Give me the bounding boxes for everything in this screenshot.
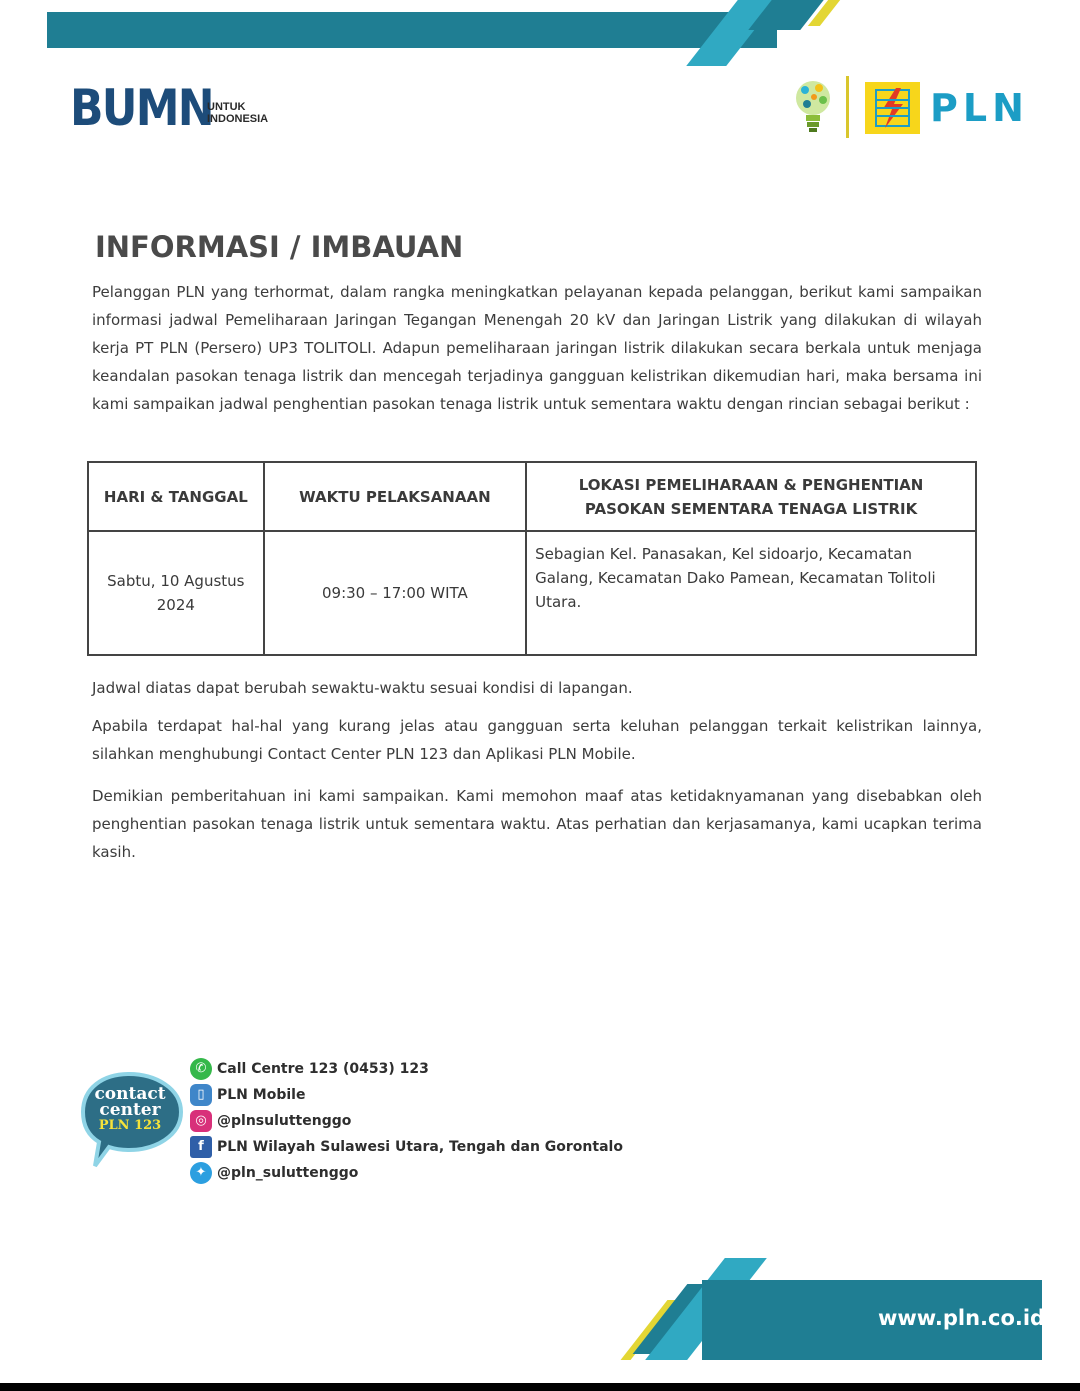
schedule-table xyxy=(87,461,977,656)
schedule-note: Jadwal diatas dapat berubah sewaktu-waktu sesuai kondisi di lapangan. xyxy=(92,679,633,697)
column-header-location: LOKASI PEMELIHARAAN & PENGHENTIAN PASOKAN SEMENTARA TENAGA LISTRIK xyxy=(526,462,976,531)
column-header-date: HARI & TANGGAL xyxy=(88,462,264,531)
cell-time: 09:30 – 17:00 WITA xyxy=(264,531,526,655)
closing-paragraph: Demikian pemberitahuan ini kami sampaikan. Kami memohon maaf atas ketidaknyamanan yang disebabkan oleh penghentian pasokan tenaga listrik untuk sementara waktu. Atas perhatian dan kerjasamanya, kami ucapkan terima kasih. xyxy=(92,787,982,861)
intro-paragraph: Pelanggan PLN yang terhormat, dalam rangka meningkatkan pelayanan kepada pelanggan, berikut kami sampaikan informasi jadwal Pemeliharaan Jaringan Tegangan Menengah 20 kV dan Jaringan Listrik yang dilakukan di wilayah kerja PT PLN (Persero) UP3 TOLITOLI. Adapun pemeliharaan jaringan listrik dilakukan secara berkala untuk menjaga keandalan pasokan tenaga listrik dan mencegah terjadinya gangguan kelistrikan dikemudian hari, maka bersama ini kami sampaikan jadwal penghentian pasokan tenaga listrik untuk sementara waktu dengan rincian sebagai berikut : xyxy=(92,283,982,413)
page-title: INFORMASI / IMBAUAN xyxy=(95,230,464,264)
pln-logo-text: PLN xyxy=(930,86,1029,130)
contact-center-badge: contact center PLN 123 xyxy=(73,1070,185,1170)
table-row xyxy=(88,531,976,655)
contact-item-pln-mobile[interactable]: ▯ PLN Mobile xyxy=(190,1082,623,1108)
contact-list xyxy=(190,1056,623,1186)
bottom-edge-strip xyxy=(0,1383,1080,1391)
contact-paragraph: Apabila terdapat hal-hal yang kurang jelas atau gangguan serta keluhan pelanggan terkait kelistrikan lainnya, silahkan menghubungi Contact Center PLN 123 dan Aplikasi PLN Mobile. xyxy=(92,717,982,763)
contact-item-facebook[interactable]: f PLN Wilayah Sulawesi Utara, Tengah dan Gorontalo xyxy=(190,1134,623,1160)
contact-item-instagram[interactable]: ◎ @plnsuluttenggo xyxy=(190,1108,623,1134)
bumn-logo-tagline: UNTUK INDONESIA xyxy=(207,101,269,125)
twitter-icon: ✦ xyxy=(190,1162,212,1184)
column-header-time: WAKTU PELAKSANAAN xyxy=(264,462,526,531)
website-link[interactable]: www.pln.co.id xyxy=(878,1306,1046,1330)
mobile-app-icon: ▯ xyxy=(190,1084,212,1106)
contact-item-phone[interactable]: ✆ Call Centre 123 (0453) 123 xyxy=(190,1056,623,1082)
lightbulb-logo-icon xyxy=(793,78,833,134)
cell-date: Sabtu, 10 Agustus 2024 xyxy=(88,531,264,655)
table-header-row xyxy=(88,462,976,531)
pln-lightning-logo-icon xyxy=(865,82,920,134)
contact-item-twitter[interactable]: ✦ @pln_suluttenggo xyxy=(190,1160,623,1186)
facebook-icon: f xyxy=(190,1136,212,1158)
bumn-logo: BUMN xyxy=(70,79,213,137)
cell-location: Sebagian Kel. Panasakan, Kel sidoarjo, Kecamatan Galang, Kecamatan Dako Pamean, Kecamatan Tolitoli Utara. xyxy=(526,531,976,655)
top-banner-bar xyxy=(47,12,777,48)
instagram-icon: ◎ xyxy=(190,1110,212,1132)
phone-icon: ✆ xyxy=(190,1058,212,1080)
logo-divider xyxy=(846,76,849,138)
